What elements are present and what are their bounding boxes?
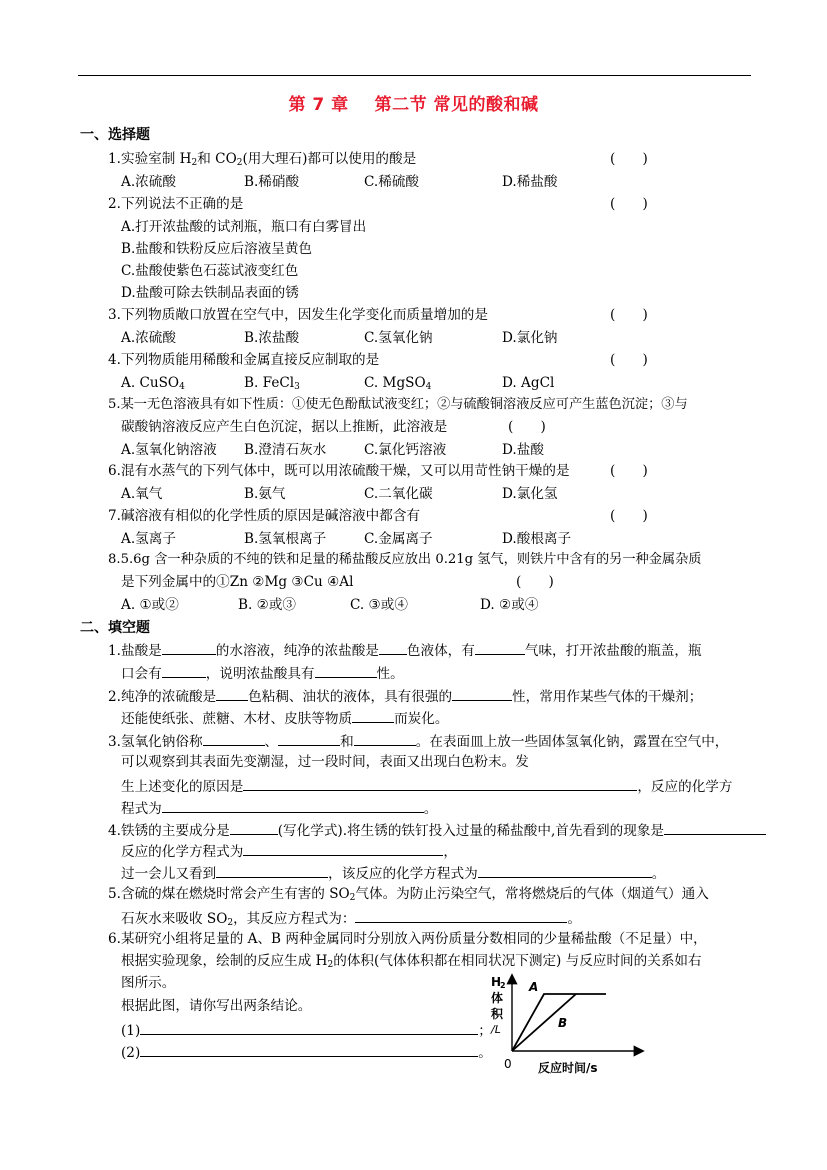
- fill-2-line-1: 2.纯净的浓硫酸是 色粘稠、油状的液体，具有很强的 性，常用作某些气体的干燥剂；: [108, 686, 702, 706]
- blank[interactable]: [278, 731, 340, 746]
- q7-option-a: A.氢离子: [121, 531, 176, 547]
- blank[interactable]: [243, 776, 637, 791]
- blank[interactable]: [230, 820, 278, 835]
- blank[interactable]: [162, 798, 424, 813]
- fill-4-line-3: 过一会儿又看到 ，该反应的化学方程式为 。: [121, 863, 665, 883]
- y-label-h: H: [491, 975, 502, 989]
- question-8-line-2: 是下列金属中的①Zn ②Mg ③Cu ④Al: [121, 574, 354, 590]
- q7-option-d: D.酸根离子: [502, 531, 572, 547]
- fill-5-line-1: 5.含硫的煤在燃烧时常会产生有害的 $SO_2$气体。为防止污染空气，常将燃烧后的气体（烟道气）通入: [108, 886, 709, 903]
- blank[interactable]: [475, 640, 525, 655]
- fill-3-line-1: 3.氢氧化钠俗称 、 和 。在表面皿上放一些固体氢氧化钠，露置在空气中，: [108, 731, 728, 751]
- x-axis-label: 反应时间/s: [538, 1061, 598, 1075]
- q8-option-d: D. ②或④: [480, 597, 539, 613]
- q8-option-a: A. ①或②: [121, 597, 179, 613]
- fill-3-line-3: 生上述变化的原因是 ，反应的化学方: [121, 776, 733, 796]
- q3-option-a: A.浓硫酸: [121, 330, 176, 346]
- blank[interactable]: [478, 863, 652, 878]
- answer-paren-8: ( ): [516, 574, 554, 590]
- blank[interactable]: [216, 863, 328, 878]
- q6-option-b: B.氨气: [244, 486, 286, 502]
- q6-option-c: C.二氧化碳: [364, 486, 433, 502]
- q2-option-a: A.打开浓盐酸的试剂瓶，瓶口有白雾冒出: [121, 219, 367, 235]
- q2-option-b: B.盐酸和铁粉反应后溶液呈黄色: [121, 241, 313, 257]
- answer-paren-6: ( ): [610, 463, 648, 479]
- header-rule: [78, 75, 751, 76]
- q1-option-c: C.稀硫酸: [364, 174, 420, 190]
- fill-3-line-2: 可以观察到其表面先变潮湿，过一段时间，表面又出现白色粉末。发: [121, 754, 529, 770]
- blank[interactable]: [664, 820, 766, 835]
- conclusion-1-blank[interactable]: [140, 1020, 478, 1035]
- blank[interactable]: [315, 663, 377, 678]
- q5-option-c: C.氯化钙溶液: [364, 442, 447, 458]
- chapter-label: 第 7 章: [288, 95, 349, 115]
- question-6: 6.混有水蒸气的下列气体中，既可以用浓硫酸干燥，又可以用苛性钠干燥的是: [108, 463, 570, 479]
- q4-option-d: D. AgCl: [502, 375, 555, 391]
- fill-2-line-2: 还能使纸张、蔗糖、木材、皮肤等物质 而炭化。: [121, 708, 448, 728]
- fill-4-line-2: 反应的化学方程式为 ，: [121, 841, 457, 861]
- q3-option-b: B.浓盐酸: [244, 330, 300, 346]
- y-label-unit: /L: [491, 1023, 501, 1036]
- fill-3-line-4: 程式为 。: [121, 798, 437, 818]
- fill-5-line-2: 石灰水来吸收 $SO_2$，其反应方程式为： 。: [121, 908, 581, 928]
- q2-option-d: D.盐酸可除去铁制品表面的锈: [121, 285, 299, 301]
- question-5-line-1: 5.某一无色溶液具有如下性质：①使无色酚酞试液变红；②与硫酸铜溶液反应可产生蓝色沉淀；③与: [108, 397, 688, 412]
- q4-option-b: B. FeCl$_3$: [244, 375, 300, 392]
- q1-option-b: B.稀硝酸: [244, 174, 300, 190]
- page-title: [0, 90, 827, 115]
- y-label-sub: 2: [500, 981, 506, 990]
- blank[interactable]: [355, 908, 567, 923]
- q4-option-c: C. MgSO$_4$: [364, 375, 432, 392]
- fill-6-line-4: 根据此图，请你写出两条结论。: [121, 998, 312, 1014]
- answer-paren-1: ( ): [610, 151, 648, 167]
- blank[interactable]: [379, 640, 407, 655]
- answer-paren-5: ( ): [508, 419, 546, 435]
- series-a-label: A: [529, 980, 539, 994]
- blank[interactable]: [216, 686, 248, 701]
- q1-option-a: A.浓硫酸: [121, 174, 176, 190]
- blank[interactable]: [354, 731, 416, 746]
- blank[interactable]: [162, 663, 206, 678]
- q5-option-d: D.盐酸: [502, 442, 544, 458]
- section-label: 第二节 常见的酸和碱: [374, 95, 539, 115]
- fill-1-line-2: 口会有 ，说明浓盐酸具有 性。: [121, 663, 404, 683]
- answer-paren-3: ( ): [610, 307, 648, 323]
- fill-6-line-3: 图所示。: [121, 975, 176, 991]
- conclusion-2-blank[interactable]: [140, 1042, 478, 1057]
- q1-option-d: D.稀盐酸: [502, 174, 558, 190]
- q7-option-b: B.氢氧根离子: [244, 531, 327, 547]
- blank[interactable]: [452, 686, 512, 701]
- conclusion-1: (1) ；: [121, 1020, 492, 1040]
- blank[interactable]: [352, 708, 394, 723]
- q5-option-a: A.氢氧化钠溶液: [121, 442, 217, 458]
- section-heading-choice: 一、选择题: [80, 127, 150, 143]
- conclusion-2: (2) 。: [121, 1042, 492, 1062]
- origin-label: 0: [504, 1057, 512, 1071]
- answer-paren-4: ( ): [610, 352, 648, 368]
- answer-paren-2: ( ): [610, 196, 648, 212]
- answer-paren-7: ( ): [610, 508, 648, 524]
- q3-option-c: C.氢氧化钠: [364, 330, 433, 346]
- blank[interactable]: [243, 841, 443, 856]
- q5-option-b: B.澄清石灰水: [244, 442, 327, 458]
- fill-4-line-1: 4.铁锈的主要成分是 (写化学式).将生锈的铁钉投入过量的稀盐酸中,首先看到的现象是: [108, 820, 766, 840]
- blank[interactable]: [203, 731, 265, 746]
- question-5-line-2: 碳酸钠溶液反应产生白色沉淀，据以上推断，此溶液是: [121, 419, 448, 435]
- q8-option-c: C. ③或④: [350, 597, 408, 613]
- q7-option-c: C.金属离子: [364, 531, 433, 547]
- question-4: 4.下列物质能用稀酸和金属直接反应制取的是: [108, 352, 380, 368]
- blank[interactable]: [162, 640, 216, 655]
- q4-option-a: A. CuSO$_4$: [121, 375, 185, 392]
- section-heading-fill: 二、填空题: [80, 620, 150, 636]
- y-label-ji: 积: [491, 1007, 504, 1021]
- q2-option-c: C.盐酸使紫色石蕊试液变红色: [121, 263, 299, 279]
- fill-1-line-1: 1.盐酸是 的水溶液，纯净的浓盐酸是 色液体，有 气味，打开浓盐酸的瓶盖，瓶: [108, 640, 702, 660]
- y-label-ti: 体: [491, 991, 504, 1005]
- question-1: 1.实验室制 $H_2$和 $CO_2$(用大理石)都可以使用的酸是: [108, 151, 417, 168]
- q8-option-b: B. ②或③: [238, 597, 297, 613]
- fill-6-line-2: 根据实验现象，绘制的反应生成 $H_2$的体积(气体体积都在相同状况下测定) 与反应时间的关系如右: [121, 953, 702, 970]
- series-b-label: B: [558, 1016, 568, 1030]
- question-2: 2.下列说法不正确的是: [108, 196, 244, 212]
- q6-option-d: D.氯化氢: [502, 486, 558, 502]
- question-3: 3.下列物质敞口放置在空气中，因发生化学变化而质量增加的是: [108, 307, 488, 323]
- q6-option-a: A.氧气: [121, 486, 163, 502]
- fill-6-line-1: 6.某研究小组将足量的 A、B 两种金属同时分别放入两份质量分数相同的少量稀盐酸（不足量）中，: [108, 931, 707, 947]
- h2-volume-time-chart: [488, 972, 648, 1076]
- q3-option-d: D.氯化钠: [502, 330, 558, 346]
- question-7: 7.碱溶液有相似的化学性质的原因是碱溶液中都含有: [108, 508, 421, 524]
- question-8-line-1: 8.5.6g 含一种杂质的不纯的铁和足量的稀盐酸反应放出 0.21g 氢气，则铁片中含有的另一种金属杂质: [108, 552, 702, 567]
